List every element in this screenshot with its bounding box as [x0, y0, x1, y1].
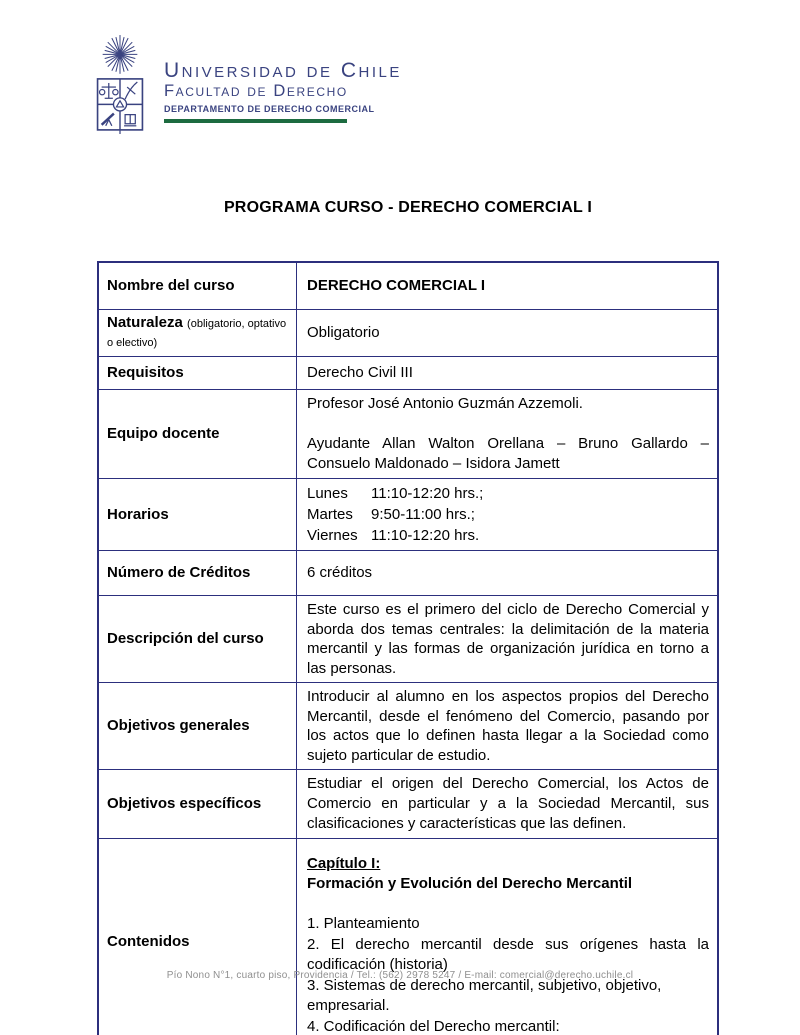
scales-icon	[99, 83, 118, 98]
objetivos-especificos-text: Estudiar el origen del Derecho Comercial, los Actos de Comercio en particular y a la Sociedad Mercantil, sus clasificaciones y características que las definen.	[307, 775, 709, 832]
table-row-objetivos-especificos	[99, 769, 717, 838]
university-name: Universidad de Chile	[164, 59, 402, 82]
row-label: Horarios	[99, 479, 297, 550]
chapter-title: Capítulo I:	[307, 855, 381, 872]
table-row-nombre	[99, 263, 717, 309]
schedule-line: Viernes 11:10-12:20 hrs.	[307, 527, 480, 544]
university-crest-logo	[88, 33, 152, 135]
row-label: Número de Créditos	[99, 551, 297, 595]
descripcion-text: Este curso es el primero del ciclo de Derecho Comercial y aborda dos temas centrales: la delimitación de la materia mercantil y las formas de organización jurídica en torno a las personas.	[307, 601, 709, 677]
schedule-line: Lunes 11:10-12:20 hrs.;	[307, 485, 484, 502]
content-item: 3. Sistemas de derecho mercantil, subjetivo, objetivo, empresarial.	[307, 976, 662, 1014]
starburst-icon	[103, 35, 138, 74]
department-name: DEPARTAMENTO DE DERECHO COMERCIAL	[164, 104, 375, 114]
table-row-descripcion	[99, 595, 717, 682]
table-row-naturaleza	[99, 309, 717, 356]
creditos-value: 6 créditos	[307, 564, 373, 581]
table-row-horarios	[99, 478, 717, 550]
naturaleza-value: Obligatorio	[307, 324, 380, 341]
course-name-value: DERECHO COMERCIAL I	[307, 277, 486, 294]
schedule-line: Martes 9:50-11:00 hrs.;	[307, 506, 475, 523]
quill-icon	[125, 82, 137, 99]
professor-line: Profesor José Antonio Guzmán Azzemoli.	[307, 395, 583, 412]
letterhead-text	[164, 33, 402, 123]
table-row-equipo-docente	[99, 389, 717, 478]
green-rule	[164, 119, 347, 123]
chapter-subtitle: Formación y Evolución del Derecho Mercantil	[307, 875, 633, 892]
page-title: PROGRAMA CURSO - DERECHO COMERCIAL I	[223, 199, 593, 216]
content-item: 2. El derecho mercantil desde sus orígenes hasta la codificación (historia)	[307, 935, 709, 973]
row-label: Objetivos específicos	[99, 770, 297, 838]
row-label: Objetivos generales	[99, 683, 297, 769]
faculty-name: Facultad de Derecho	[164, 82, 348, 100]
row-label: Contenidos	[99, 839, 297, 1035]
content-item: 4. Codificación del Derecho mercantil:	[307, 1017, 560, 1035]
objetivos-generales-text: Introducir al alumno en los aspectos propios del Derecho Mercantil, desde el fenómeno del Comercio, pasando por los actos que lo definen hasta llegar a la Sociedad como sujeto particular de estudio.	[307, 688, 709, 764]
label-note: (obligatorio, optativo o electivo)	[107, 318, 287, 349]
book-icon	[124, 115, 136, 126]
row-label: Requisitos	[99, 357, 297, 389]
table-row-objetivos-generales	[99, 682, 717, 769]
row-label: Nombre del curso	[99, 263, 297, 309]
table-row-creditos	[99, 550, 717, 595]
table-row-contenidos	[99, 838, 717, 1035]
row-label: Equipo docente	[99, 390, 297, 478]
table-row-requisitos	[99, 356, 717, 389]
content-item: 1. Planteamiento	[307, 915, 420, 932]
assistants-line: Ayudante Allan Walton Orellana – Bruno Gallardo – Consuelo Maldonado – Isidora Jamett	[307, 435, 709, 472]
course-program-table	[97, 261, 719, 1035]
letterhead	[88, 33, 402, 135]
row-label: Naturaleza (obligatorio, optativo o electivo)	[99, 310, 297, 356]
requisitos-value: Derecho Civil III	[307, 364, 413, 381]
row-label: Descripción del curso	[99, 596, 297, 682]
telescope-icon	[102, 114, 114, 126]
footer-contact-line: Pío Nono N°1, cuarto piso, Providencia / Tel.: (562) 2978 5247 / E-mail: comercial@derecho.uchile.cl	[166, 970, 634, 981]
